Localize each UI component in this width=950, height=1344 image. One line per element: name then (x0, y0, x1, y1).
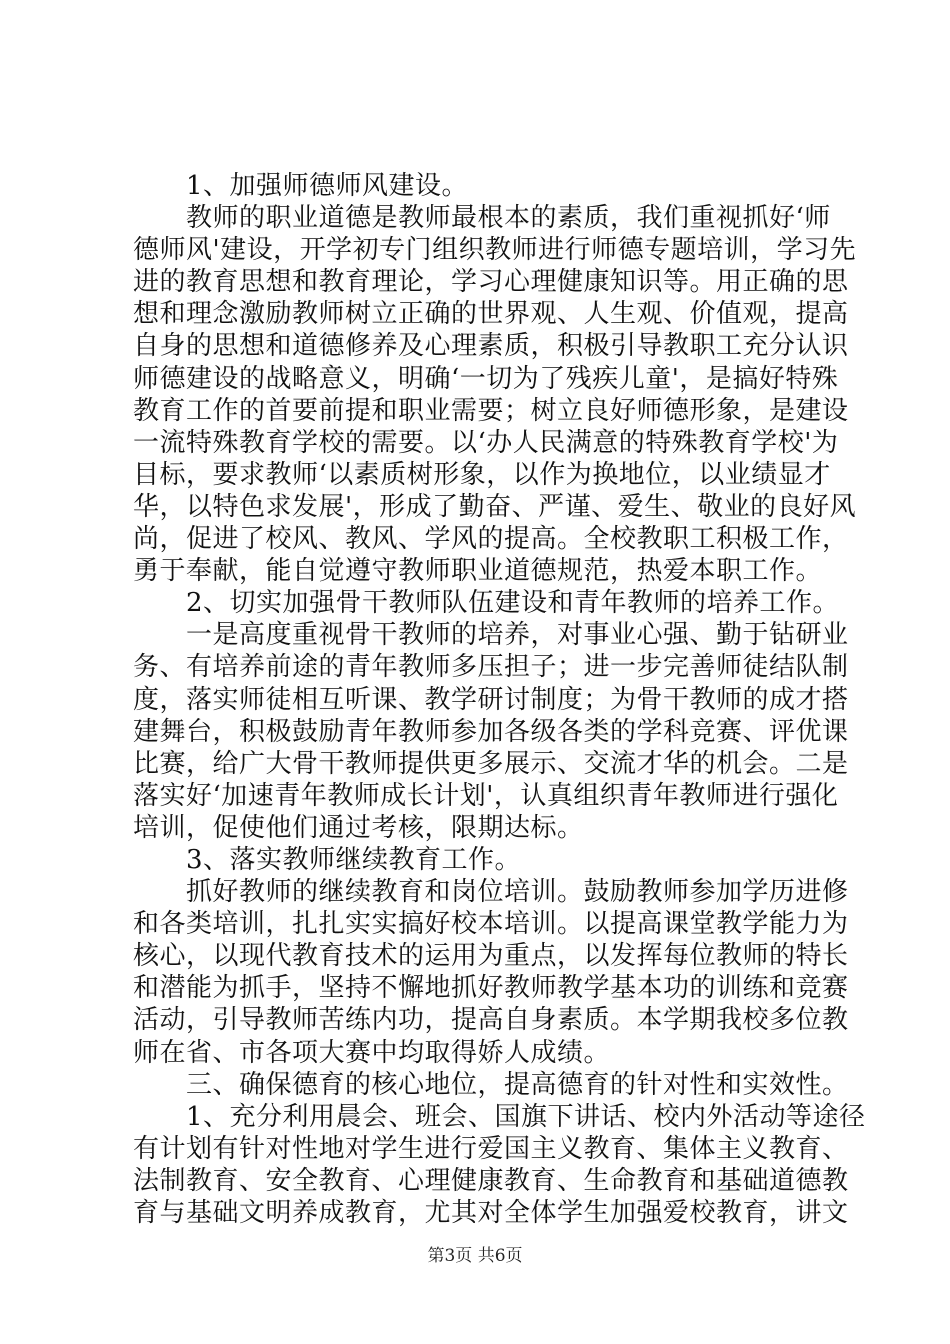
text-line: 想和理念激励教师树立正确的世界观、人生观、价值观，提高 (133, 299, 849, 330)
text-line: 师德建设的战略意义，明确‘一切为了残疾儿童'，是搞好特殊 (133, 363, 839, 394)
text-line: 教师的职业道德是教师最根本的素质，我们重视抓好‘师 (133, 203, 831, 234)
text-line: 一流特殊教育学校的需要。以‘办人民满意的特殊教育学校'为 (133, 427, 839, 458)
text-line: 和潜能为抓手，坚持不懈地抓好教师教学基本功的训练和竞赛 (133, 973, 849, 1004)
text-line: 和各类培训，扎扎实实搞好校本培训。以提高课堂教学能力为 (133, 909, 849, 940)
paragraph (133, 619, 849, 844)
paragraph (133, 202, 857, 587)
paragraph (133, 876, 849, 1069)
text-line: 进的教育思想和教育理论，学习心理健康知识等。用正确的思 (133, 267, 849, 298)
text-line: 建舞台，积极鼓励青年教师参加各级各类的学科竞赛、评优课 (133, 716, 849, 747)
text-line: 自身的思想和道德修养及心理素质，积极引导教职工充分认识 (133, 331, 849, 362)
text-line: 比赛，给广大骨干教师提供更多展示、交流才华的机会。二是 (133, 748, 849, 779)
text-line: 师在省、市各项大赛中均取得娇人成绩。 (133, 1037, 611, 1068)
text-line: 务、有培养前途的青年教师多压担子；进一步完善师徒结队制 (133, 652, 849, 683)
text-line: 教育工作的首要前提和职业需要；树立良好师德形象，是建设 (133, 395, 849, 426)
text-line: 目标，要求教师‘以素质树形象，以作为换地位，以业绩显才 (133, 459, 831, 490)
text-line: 2、切实加强骨干教师队伍建设和青年教师的培养工作。 (133, 588, 840, 619)
text-line: 尚，促进了校风、教风、学风的提高。全校教职工积极工作， (133, 524, 849, 555)
paragraph (133, 844, 816, 876)
text-line: 3、落实教师继续教育工作。 (133, 844, 522, 875)
text-line: 核心，以现代教育技术的运用为重点，以发挥每位教师的特长 (133, 941, 849, 972)
paragraph (133, 1069, 849, 1101)
text-line: 落实好‘加速青年教师成长计划'，认真组织青年教师进行强化 (133, 780, 839, 811)
text-line: 德师风'建设，开学初专门组织教师进行师德专题培训，学习先 (133, 235, 857, 266)
document-body (133, 170, 866, 1229)
text-line: 育与基础文明养成教育，尤其对全体学生加强爱校教育，讲文 (133, 1198, 849, 1228)
paragraph (133, 587, 840, 619)
text-line: 勇于奉献，能自觉遵守教师职业道德规范，热爱本职工作。 (133, 556, 823, 587)
text-line: 1、充分利用晨会、班会、国旗下讲话、校内外活动等途径 (133, 1101, 866, 1132)
text-line: 有计划有针对性地对学生进行爱国主义教育、集体主义教育、 (133, 1133, 849, 1164)
text-line: 活动，引导教师苦练内功，提高自身素质。本学期我校多位教 (133, 1005, 849, 1036)
page-number-label: 第3页 共6页 (427, 1246, 523, 1266)
paragraph (133, 1101, 866, 1229)
text-line: 培训，促使他们通过考核，限期达标。 (133, 812, 584, 843)
text-line: 抓好教师的继续教育和岗位培训。鼓励教师参加学历进修 (133, 877, 849, 908)
text-line: 度，落实师徒相互听课、教学研讨制度；为骨干教师的成才搭 (133, 684, 849, 715)
text-line: 1、加强师德师风建设。 (133, 171, 469, 201)
page-footer (0, 1244, 950, 1268)
text-line: 法制教育、安全教育、心理健康教育、生命教育和基础道德教 (133, 1165, 849, 1196)
paragraph (133, 170, 816, 202)
text-line: 华，以特色求发展'，形成了勤奋、严谨、爱生、敬业的良好风 (133, 491, 857, 522)
text-line: 三、确保德育的核心地位，提高德育的针对性和实效性。 (133, 1069, 849, 1100)
text-line: 一是高度重视骨干教师的培养，对事业心强、勤于钻研业 (133, 620, 849, 651)
